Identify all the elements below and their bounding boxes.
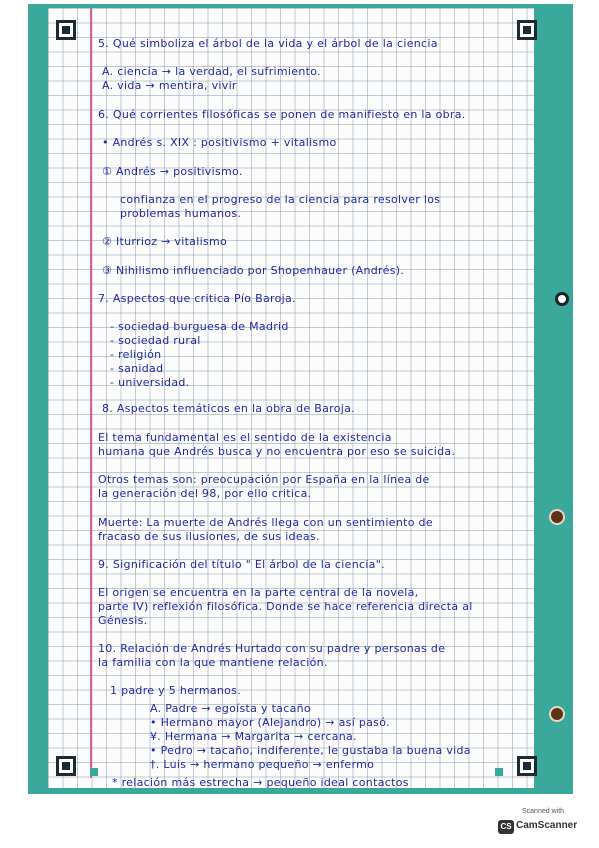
camscanner-logo-icon: CS <box>498 820 514 834</box>
note-line: - sociedad rural <box>110 334 201 347</box>
note-line: †. Luis → hermano pequeño → enfermo <box>150 758 375 771</box>
note-line: 7. Aspectos que critica Pío Baroja. <box>98 292 296 305</box>
note-line: confianza en el progreso de la ciencia para resolver los <box>120 193 441 206</box>
note-line: 9. Significación del título " El árbol de la ciencia". <box>98 558 385 571</box>
corner-marker-icon <box>56 756 76 776</box>
note-line: 1 padre y 5 hermanos. <box>110 684 242 697</box>
note-line: Génesis. <box>98 614 148 627</box>
note-line: 6. Qué corrientes filosóficas se ponen de manifiesto en la obra. <box>98 108 466 121</box>
note-line: A. Padre → egoísta y tacaño <box>150 702 311 715</box>
watermark-caption: Scanned with <box>522 808 565 815</box>
camscanner-watermark <box>498 808 588 838</box>
note-line: la familia con la que mantiene relación. <box>98 656 328 669</box>
corner-marker-icon <box>56 20 76 40</box>
cover-tick <box>495 768 503 776</box>
note-line: parte IV) reflexión filosófica. Donde se hace referencia directa al <box>98 600 473 613</box>
note-line: problemas humanos. <box>120 207 242 220</box>
note-line: 5. Qué simboliza el árbol de la vida y el árbol de la ciencia <box>98 37 438 50</box>
note-line: El tema fundamental es el sentido de la existencia <box>98 431 392 444</box>
note-line: El origen se encuentra en la parte central de la novela, <box>98 586 419 599</box>
note-line: ③ Nihilismo influenciado por Shopenhauer (Andrés). <box>102 264 405 277</box>
note-line: * relación más estrecha → pequeño ideal contactos <box>112 776 409 789</box>
note-line: Otros temas son: preocupación por España en la línea de <box>98 473 430 486</box>
margin-line <box>90 8 92 778</box>
note-line: ① Andrés → positivismo. <box>102 165 243 178</box>
corner-marker-icon <box>517 20 537 40</box>
note-line: fracaso de sus ilusiones, de sus ideas. <box>98 530 320 543</box>
binder-ring-icon <box>555 292 569 306</box>
note-line: - religión <box>110 348 162 361</box>
note-line: 10. Relación de Andrés Hurtado con su padre y personas de <box>98 642 446 655</box>
note-line: - universidad. <box>110 376 190 389</box>
note-line: humana que Andrés busca y no encuentra por eso se suicida. <box>98 445 456 458</box>
corner-marker-icon <box>517 756 537 776</box>
note-line: A. ciencia → la verdad, el sufrimiento. <box>102 65 321 78</box>
note-line: • Andrés s. XIX : positivismo + vitalismo <box>102 136 337 149</box>
note-line: la generación del 98, por ello critica. <box>98 487 312 500</box>
note-line: • Hermano mayor (Alejandro) → así pasó. <box>150 716 390 729</box>
note-line: • Pedro → tacaño, indiferente, le gustaba la buena vida <box>150 744 471 757</box>
grid-sheet <box>48 8 534 788</box>
note-line: A. vida → mentira, vivir <box>102 79 237 92</box>
note-line: - sanidad <box>110 362 164 375</box>
watermark-brand: CamScanner <box>516 820 578 831</box>
note-line: Muerte: La muerte de Andrés llega con un sentimiento de <box>98 516 433 529</box>
note-line: 8. Aspectos temáticos en la obra de Baroja. <box>102 402 355 415</box>
cover-tick <box>90 768 98 776</box>
punch-hole-icon <box>551 511 563 523</box>
punch-hole-icon <box>551 708 563 720</box>
note-line: ¥. Hermana → Margarita → cercana. <box>150 730 357 743</box>
note-line: - sociedad burguesa de Madrid <box>110 320 289 333</box>
note-line: ② Iturrioz → vitalismo <box>102 235 228 248</box>
